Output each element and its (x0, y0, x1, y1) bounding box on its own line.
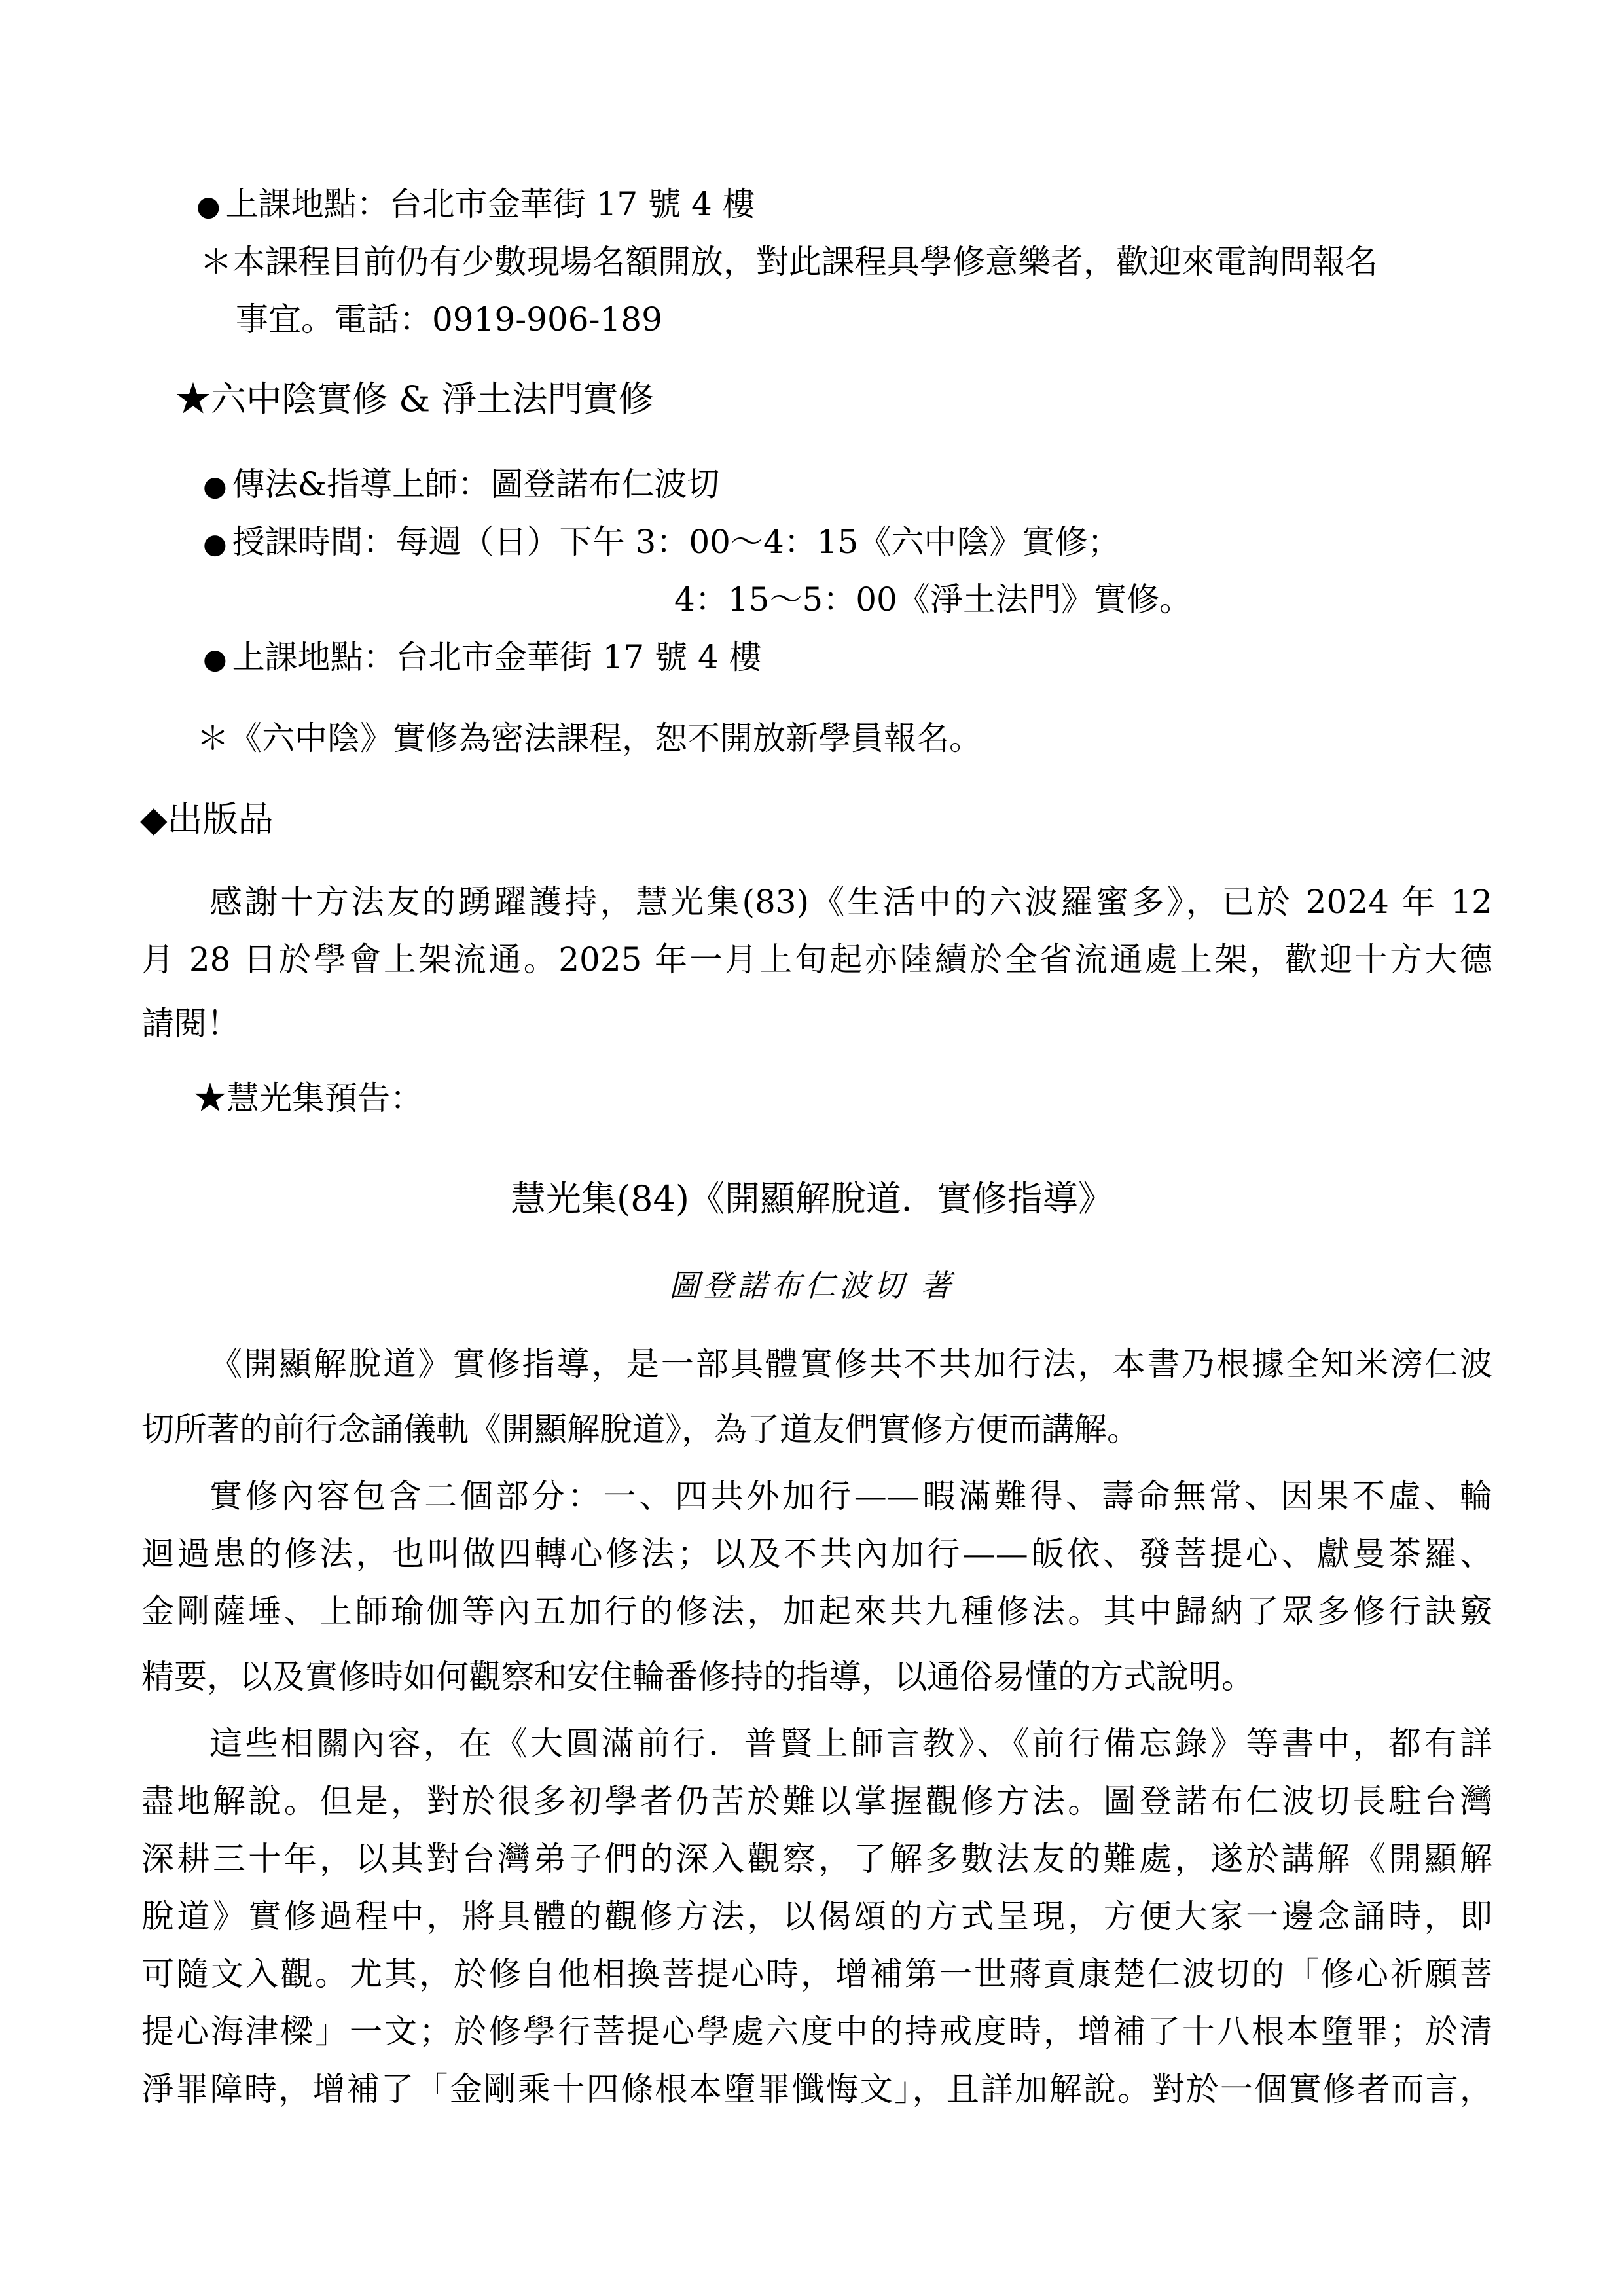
six-bardo-time-text-2: 4：15～5：00《淨土法門》實修。 (674, 581, 1192, 619)
book-preview-label: ★慧光集預告： (194, 1079, 423, 1117)
bullet-icon: ● (196, 190, 221, 222)
six-bardo-note: ＊《六中陰》實修為密法課程，恕不開放新學員報名。 (196, 719, 982, 757)
six-bardo-teacher-item (203, 463, 719, 507)
publications-para-line-3: 請閱！ (141, 1005, 240, 1043)
class-note-line-1: ＊本課程目前仍有少數現場名額開放，對此課程具學修意樂者，歡迎來電詢問報名 (200, 243, 1378, 281)
book-title: 慧光集(84)《開顯解脫道．實修指導》 (511, 1178, 1113, 1219)
six-bardo-time-item (203, 521, 1120, 565)
bullet-icon: ● (203, 470, 227, 502)
book-para1-line-2: 切所著的前行念誦儀軌《開顯解脫道》，為了道友們實修方便而講解。 (141, 1410, 1140, 1448)
six-bardo-teacher-text: 傳法&指導上師：圖登諾布仁波切 (232, 465, 720, 503)
publications-heading: ◆出版品 (140, 798, 274, 840)
class-location-item (196, 183, 755, 227)
six-bardo-location-item (203, 636, 762, 680)
book-para3-line-4: 脫道》實修過程中，將具體的觀修方法，以偈頌的方式呈現，方便大家一邊念誦時，即 (141, 1897, 1492, 1935)
book-para3-line-2: 盡地解說。但是，對於很多初學者仍苦於難以掌握觀修方法。圖登諾布仁波切長駐台灣 (141, 1782, 1492, 1820)
publications-para-line-1: 感謝十方法友的踴躍護持，慧光集(83)《生活中的六波羅蜜多》，已於 2024 年 12 (209, 883, 1492, 921)
book-para3-line-5: 可隨文入觀。尤其，於修自他相換菩提心時，增補第一世蔣貢康楚仁波切的「修心祈願菩 (141, 1955, 1492, 1993)
book-para2-line-2: 迴過患的修法，也叫做四轉心修法；以及不共內加行——皈依、發菩提心、獻曼茶羅、 (141, 1535, 1492, 1573)
book-para1-line-1: 《開顯解脫道》實修指導，是一部具體實修共不共加行法，本書乃根據全知米滂仁波 (209, 1345, 1492, 1383)
bullet-icon: ● (203, 643, 227, 675)
book-para2-line-3: 金剛薩埵、上師瑜伽等內五加行的修法，加起來共九種修法。其中歸納了眾多修行訣竅 (141, 1592, 1492, 1630)
bullet-icon: ● (203, 528, 227, 560)
class-location-text: 上課地點：台北市金華街 17 號 4 樓 (225, 185, 755, 223)
book-para3-line-6: 提心海津樑」一文；於修學行菩提心學處六度中的持戒度時，增補了十八根本墮罪；於清 (141, 2013, 1492, 2051)
six-bardo-time-text-1: 授課時間：每週（日）下午 3：00～4：15《六中陰》實修； (232, 523, 1121, 561)
six-bardo-location-text: 上課地點：台北市金華街 17 號 4 樓 (232, 638, 762, 676)
publications-para-line-2: 月 28 日於學會上架流通。2025 年一月上旬起亦陸續於全省流通處上架，歡迎十方大德 (141, 941, 1492, 978)
class-note-line-2: 事宜。電話：0919-906-189 (236, 300, 662, 338)
six-bardo-heading: ★六中陰實修 & 淨土法門實修 (175, 378, 654, 420)
book-para3-line-3: 深耕三十年，以其對台灣弟子們的深入觀察，了解多數法友的難處，遂於講解《開顯解 (141, 1840, 1492, 1878)
book-para3-line-1: 這些相關內容，在《大圓滿前行．普賢上師言教》、《前行備忘錄》等書中，都有詳 (209, 1725, 1492, 1763)
book-para2-line-4: 精要，以及實修時如何觀察和安住輪番修持的指導，以通俗易懂的方式說明。 (141, 1658, 1254, 1696)
book-para3-line-7: 淨罪障時，增補了「金剛乘十四條根本墮罪懺悔文」，且詳加解說。對於一個實修者而言， (141, 2070, 1492, 2108)
book-author: 圖登諾布仁波切 著 (669, 1268, 955, 1303)
book-para2-line-1: 實修內容包含二個部分：一、四共外加行——暇滿難得、壽命無常、因果不虛、輪 (209, 1477, 1492, 1515)
